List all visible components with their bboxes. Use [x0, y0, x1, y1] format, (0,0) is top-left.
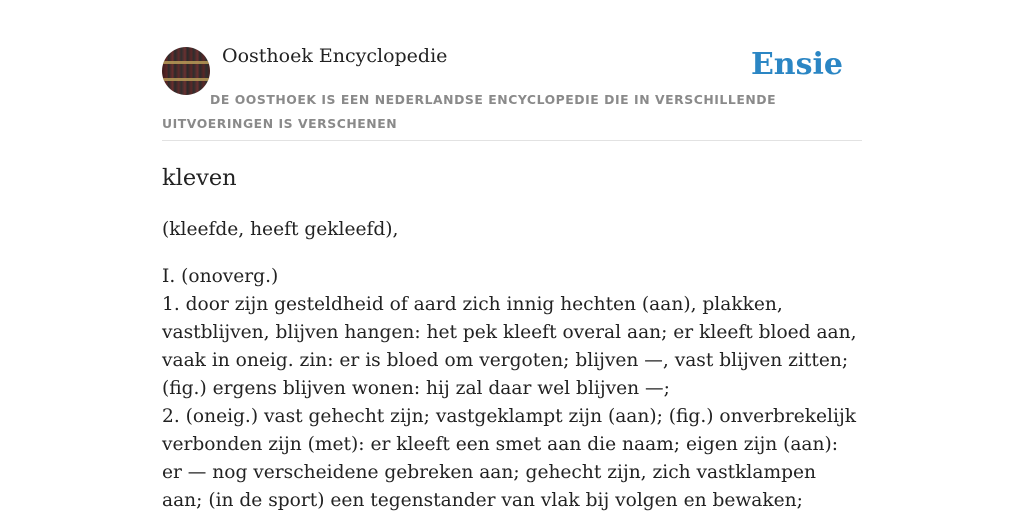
site-tagline: DE OOSTHOEK IS EEN NEDERLANDSE ENCYCLOPEDIE DIE IN VERSCHILLENDE UITVOERINGEN IS VERSCHENEN	[162, 92, 777, 131]
definition-sense-2: 2. (oneig.) vast gehecht zijn; vastgeklampt zijn (aan); (fig.) onverbrekelijk verbonden zijn (met): er kleeft een smet aan die naam; eigen zijn (aan): er — nog verscheidene gebreken aan; gehecht zijn, zich vastklampen aan; (in de sport) een tegenstander van vlak bij volgen en bewaken;	[162, 406, 856, 511]
definition-heading: I. (onoverg.)	[162, 266, 279, 287]
entry-forms: (kleefde, heeft gekleefd),	[162, 219, 399, 240]
page	[162, 0, 862, 511]
site-title[interactable]: Oosthoek Encyclopedie	[222, 45, 448, 67]
ensie-logo[interactable]: Ensie	[750, 47, 843, 82]
entry-title: kleven	[162, 165, 237, 191]
site-header	[162, 0, 862, 141]
entry-definition	[162, 263, 862, 515]
definition-sense-1: 1. door zijn gesteldheid of aard zich innig hechten (aan), plakken, vastblijven, blijven hangen: het pek kleeft overal aan; er kleeft bloed aan, vaak in oneig. zin: er is bloed om vergoten; blijven —, vast blijven zitten; (fig.) ergens blijven wonen: hij zal daar wel blijven —;	[162, 294, 857, 399]
